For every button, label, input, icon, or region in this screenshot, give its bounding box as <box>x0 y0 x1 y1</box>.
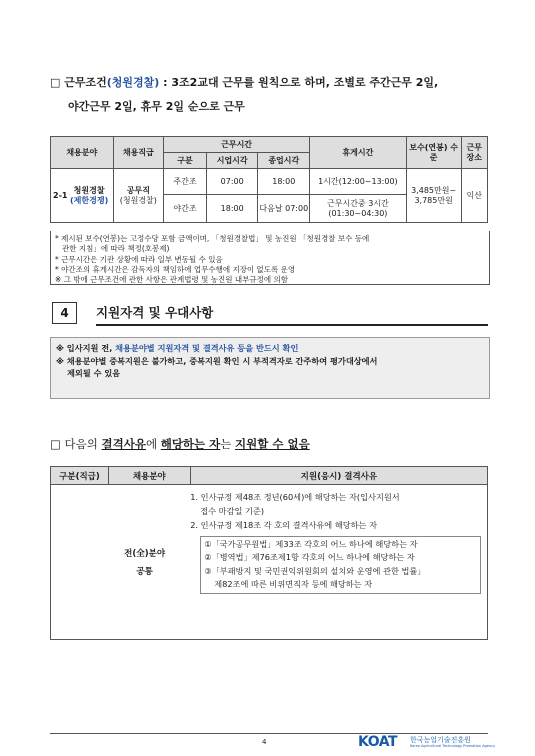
work-conditions-text2: 야간근무 2일, 휴무 2일 순으로 근무 <box>68 100 245 113</box>
sub-reason-3-cont: 제82조에 따른 비위면직자 등에 해당하는 자 <box>214 579 373 590</box>
night-break: 근무시간중 3시간 <box>327 199 389 209</box>
agency-logo <box>358 734 496 752</box>
row-number: 2-1 <box>53 190 68 200</box>
section-number-box: 4 <box>52 302 77 324</box>
work-conditions-paren: (청원경찰) <box>106 76 160 89</box>
header-division: 구분 <box>164 153 207 169</box>
row-field-name: 청원경찰 <box>73 186 105 196</box>
sub-reason-1: ①「국가공무원법」제33조 각호의 어느 하나에 해당하는 자 <box>204 538 418 549</box>
row-field-cell <box>51 169 114 223</box>
logo-mark: KOAT <box>358 734 398 750</box>
notice-highlight: 채용분야별 지원자격 및 결격사유 등을 반드시 확인 <box>115 343 299 353</box>
disqualification-table <box>50 466 488 640</box>
section-underline <box>96 324 488 326</box>
disqualification-heading <box>50 436 310 452</box>
page-number: 4 <box>262 738 267 746</box>
day-end: 18:00 <box>258 169 310 195</box>
note-line: * 제시된 보수(연봉)는 고정수당 포함 금액이며, 「청원경찰법」 및 농진원 「청원경찰 보수 등에 <box>55 234 370 243</box>
notice-line1 <box>56 342 484 355</box>
disq-cannot-apply: 지원할 수 없음 <box>235 437 310 451</box>
header-pay: 보수(연봉) 수준 <box>406 137 461 169</box>
scope-cell <box>51 485 191 640</box>
row-grade-cell <box>113 169 164 223</box>
pay-cell <box>406 169 461 223</box>
location-cell: 익산 <box>461 169 487 223</box>
night-start: 18:00 <box>206 195 258 223</box>
disq-text: 다음의 <box>60 437 102 451</box>
reason-1: 1. 인사규정 제48조 정년(60세)에 해당하는 자(입사지원서 <box>190 492 400 502</box>
day-division: 주간조 <box>164 169 207 195</box>
notice-line3: 제외될 수 있음 <box>67 368 121 379</box>
work-schedule-table <box>50 136 488 223</box>
disq-text: 는 <box>220 437 236 451</box>
header-break: 휴게시간 <box>310 137 407 169</box>
header-field: 채용분야 <box>108 467 190 485</box>
pay-max: 3,785만원 <box>414 195 453 205</box>
header-work-time: 근무시간 <box>164 137 310 153</box>
work-conditions-label: 근무조건 <box>64 76 107 89</box>
reason-2: 2. 인사규정 제18조 각 호의 결격사유에 해당하는 자 <box>190 519 377 530</box>
reasons-cell <box>190 485 487 640</box>
scope-common: 공통 <box>136 567 153 577</box>
day-start: 07:00 <box>206 169 258 195</box>
header-start: 시업시각 <box>206 153 258 169</box>
sub-reasons-box <box>200 536 481 594</box>
section-title: 지원자격 및 우대사항 <box>96 305 214 320</box>
schedule-notes <box>50 231 490 285</box>
work-conditions-line1 <box>50 74 438 90</box>
row-grade-sub: (청원경찰) <box>119 195 157 205</box>
pay-min: 3,485만원~ <box>411 186 457 196</box>
checkbox-symbol: □ <box>50 76 61 89</box>
work-conditions-text1: 3조2교대 근무를 원칙으로 하며, 조별로 주간근무 2일, <box>171 76 439 89</box>
night-break-cell <box>310 195 407 223</box>
sub-reason-2: ②「병역법」제76조제1항 각호의 어느 하나에 해당하는 자 <box>204 552 415 563</box>
note-line: * 야간조의 휴게시간은 감독자의 책임하에 업무수행에 지장이 없도록 운영 <box>55 265 296 275</box>
notice-box <box>50 337 490 399</box>
note-line: ※ 그 밖에 근무조건에 관한 사항은 관계법령 및 농진원 내부규정에 의함 <box>55 275 288 285</box>
day-break: 1시간(12:00~13:00) <box>310 169 407 195</box>
header-end: 종업시각 <box>258 153 310 169</box>
header-grade: 채용직급 <box>113 137 164 169</box>
scope-label: 전(全)분야 <box>124 549 166 559</box>
disq-person-word: 해당하는 자 <box>160 437 221 451</box>
row-grade-name: 공무직 <box>126 186 150 196</box>
notice-prefix: ※ 입사지원 전, <box>56 343 116 353</box>
logo-english-name: Korea Agricultural Technology Promotion Agency <box>410 744 496 748</box>
night-break-time: (01:30~04:30) <box>328 208 388 218</box>
reason-1-cont: 접수 마감일 기준) <box>200 505 265 516</box>
logo-korean-name: 한국농업기술진흥원 <box>410 736 471 744</box>
header-location: 근무 장소 <box>461 137 487 169</box>
work-conditions-colon: : <box>159 76 172 89</box>
sub-reason-3: ③「부패방지 및 국민권익위원회의 설치와 운영에 관한 법률」 <box>204 565 426 576</box>
header-field: 채용분야 <box>51 137 114 169</box>
note-line: 관한 지침」에 따라 책정(호봉제) <box>62 244 170 254</box>
disq-text: 에 <box>145 437 161 451</box>
notice-line2: ※ 채용분야별 중복지원은 불가하고, 중복지원 확인 시 부적격자로 간주하여 평가대상에서 <box>56 355 378 366</box>
note-line: * 근무시간은 기관 상황에 따라 일부 변동될 수 있음 <box>55 254 223 264</box>
disq-reason-word: 결격사유 <box>101 437 146 451</box>
checkbox-symbol: □ <box>50 437 61 451</box>
night-division: 야간조 <box>164 195 207 223</box>
night-end: 다음날 07:00 <box>258 195 310 223</box>
header-reasons: 지원(응시) 결격사유 <box>190 467 487 485</box>
row-field-type: (제한경쟁) <box>70 195 109 205</box>
header-grade: 구분(직급) <box>51 467 109 485</box>
